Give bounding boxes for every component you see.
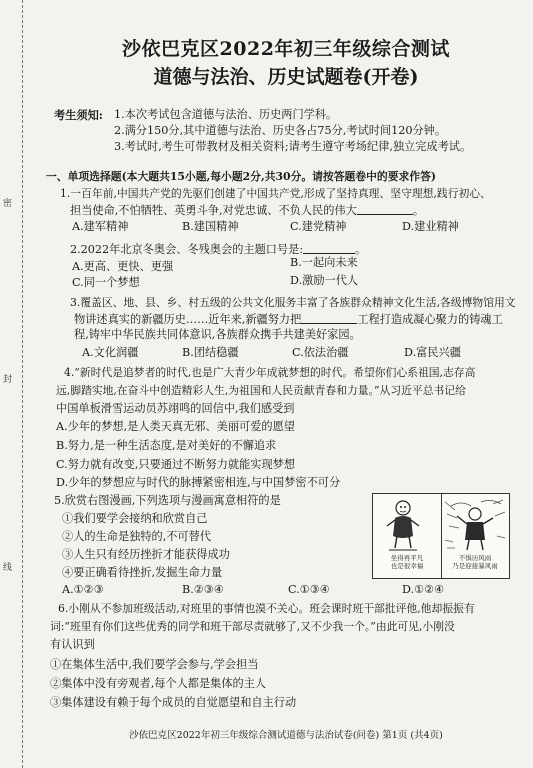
option: C.建党精神 <box>290 220 347 233</box>
statement: ②集体中没有旁观者,每个人都是集体的主人 <box>50 677 267 690</box>
option: D.建业精神 <box>402 220 459 233</box>
question-1-stem-cont: 担当使命,不怕牺牲、英勇斗争,对党忠诚、不负人民的伟大 。 <box>70 204 425 217</box>
option: D.富民兴疆 <box>404 346 461 359</box>
statement: ①在集体生活中,我们要学会参与,学会担当 <box>50 658 259 671</box>
option: D.少年的梦想应与时代的脉搏紧密相连,与中国梦密不可分 <box>56 476 341 489</box>
option: A.文化润疆 <box>82 346 139 359</box>
statement: ④要正确看待挫折,发掘生命力量 <box>62 566 223 579</box>
cartoon-caption-right: 不惧历风雨 乃是迎接暴风雨 <box>452 554 498 570</box>
question-3-stem: 3.覆盖区、地、县、乡、村五级的公共文化服务丰富了各族群众精神文化生活,各级博物馆用文 <box>70 296 516 309</box>
option: A.建军精神 <box>72 220 129 233</box>
binding-mark: 密 <box>3 199 13 209</box>
exam-subtitle: 道德与法治、历史试题卷(开卷) <box>153 66 419 88</box>
binding-mark: 封 <box>3 375 13 385</box>
question-6-stem: 6.小刚从不参加班级活动,对班里的事情也漠不关心。班会课时班干部批评他,他却振振有 <box>58 602 475 615</box>
option: A.①②③ <box>62 583 104 596</box>
option: D.激励一代人 <box>290 274 359 287</box>
option: A.少年的梦想,是人类天真无邪、美丽可爱的愿望 <box>56 420 295 433</box>
cartoon-figure <box>372 493 510 579</box>
option: C.努力就有改变,只要通过不断努力就能实现梦想 <box>56 458 296 471</box>
cartoon-caption-left: 坐得再平凡 也是很幸福 <box>390 554 424 570</box>
option: C.依法治疆 <box>292 346 349 359</box>
option: D.①②④ <box>402 583 445 596</box>
statement: ③人生只有经历挫折才能获得成功 <box>62 548 230 561</box>
option: B.一起向未来 <box>290 256 358 269</box>
question-6-stem-cont: 词:“班里有你们这些优秀的同学和班干部尽责就够了,又不少我一个。”由此可见,小刚没 <box>50 620 455 633</box>
answer-blank <box>301 312 357 324</box>
section-heading: 一、单项选择题(本大题共15小题,每小题2分,共30分。请按答题卷中的要求作答) <box>46 170 436 183</box>
question-5-stem: 5.欣赏右图漫画,下列选项与漫画寓意相符的是 <box>54 494 281 507</box>
question-4-stem: 4.“新时代是追梦者的时代,也是广大青少年成就梦想的时代。希望你们心系祖国,志存高 <box>64 366 476 379</box>
option: C.①③④ <box>288 583 330 596</box>
page-footer: 沙依巴克区2022年初三年级综合测试道德与法治试卷(问卷) 第1页 (共4页) <box>129 730 443 741</box>
exam-title: 沙依巴克区2022年初三年级综合测试 <box>122 38 450 60</box>
question-1-stem: 1.一百年前,中国共产党的先驱们创建了中国共产党,形成了坚持真理、坚守理想,践行初心、 <box>60 187 491 200</box>
notice-label: 考生须知: <box>54 108 103 122</box>
option: C.同一个梦想 <box>72 276 140 289</box>
binding-mark: 线 <box>3 563 13 573</box>
option: B.建国精神 <box>182 220 239 233</box>
answer-blank <box>357 203 413 215</box>
question-4-stem-cont: 远,脚踏实地,在奋斗中创造精彩人生,为祖国和人民贡献青春和力量。”从习近平总书记给 <box>56 384 466 397</box>
sitting-figure-drawing <box>373 496 441 554</box>
option: B.②③④ <box>182 583 224 596</box>
answer-blank <box>303 242 355 254</box>
statement: ③集体建设有赖于每个成员的自觉愿望和自主行动 <box>50 696 297 709</box>
option: A.更高、更快、更强 <box>72 260 174 273</box>
question-4-stem-cont: 中国单板滑雪运动员苏翊鸣的回信中,我们感受到 <box>56 402 295 415</box>
question-3-stem-cont: 程,铸牢中华民族共同体意识,各族群众携手共建美好家园。 <box>74 328 361 341</box>
binding-margin <box>0 0 23 768</box>
question-2-stem: 2.2022年北京冬奥会、冬残奥会的主题口号是: 。 <box>70 243 367 256</box>
question-6-stem-cont: 有认识到 <box>50 638 95 651</box>
statement: ①我们要学会接纳和欣赏自己 <box>62 512 208 525</box>
notice-item: 3.考试时,考生可带教材及相关资料;请考生遵守考场纪律,独立完成考试。 <box>114 140 472 153</box>
option: B.努力,是一种生活态度,是对美好的不懈追求 <box>56 439 277 452</box>
question-3-stem-cont: 物讲述真实的新疆历史……近年来,新疆努力把 工程打造成凝心聚力的铸魂工 <box>74 313 503 326</box>
option: B.团结稳疆 <box>182 346 239 359</box>
storm-figure-drawing <box>441 496 509 554</box>
statement: ②人的生命是独特的,不可替代 <box>62 530 211 543</box>
notice-item: 1.本次考试包含道德与法治、历史两门学科。 <box>114 108 338 121</box>
notice-item: 2.满分150分,其中道德与法治、历史各占75分,考试时间120分钟。 <box>114 124 447 137</box>
